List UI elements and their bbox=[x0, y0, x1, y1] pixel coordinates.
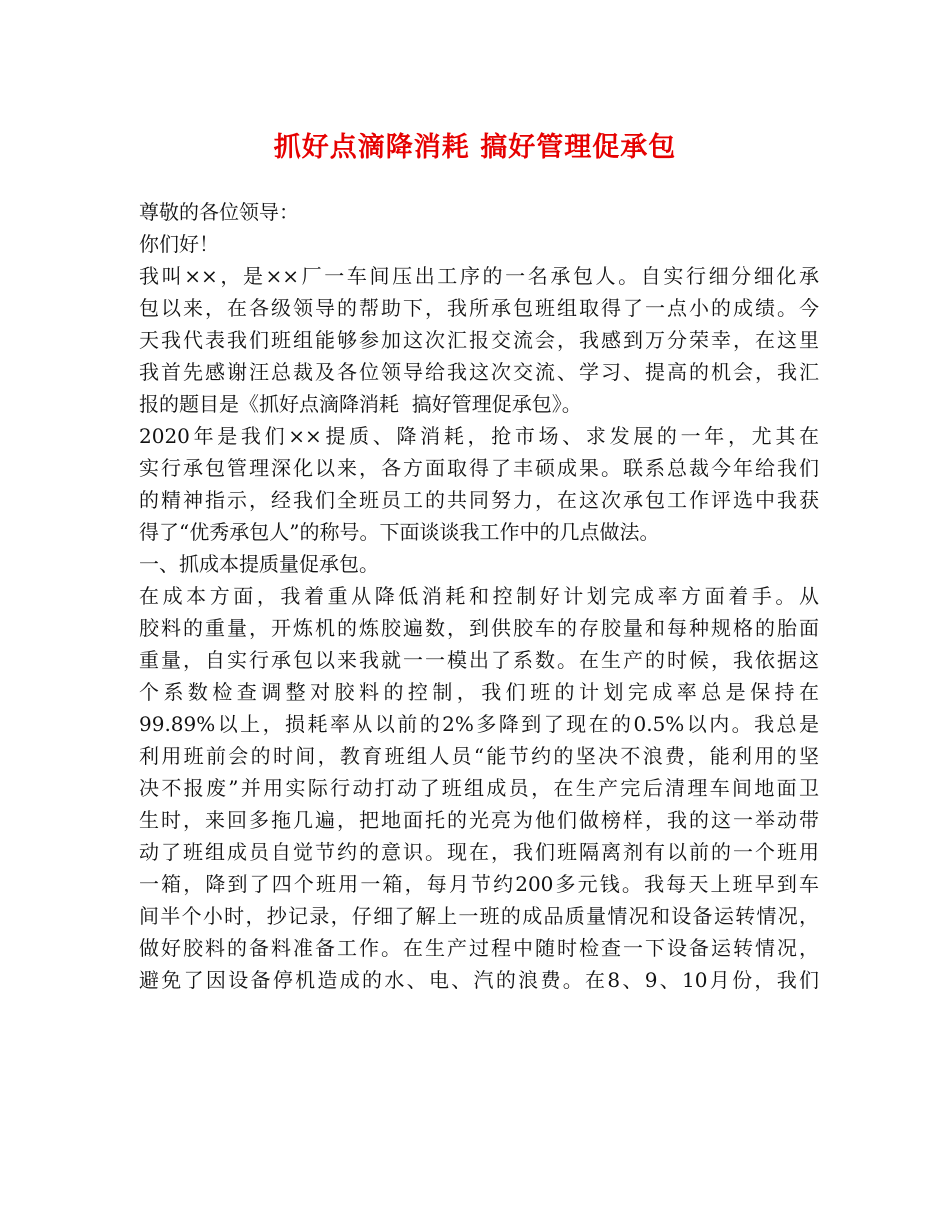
text-line: 间半个小时，抄记录，仔细了解上一班的成品质量情况和设备运转情况， bbox=[139, 904, 819, 928]
text-line: 个系数检查调整对胶料的控制，我们班的计划完成率总是保持在 bbox=[139, 680, 819, 704]
text-line: 生时，来回多拖几遍，把地面托的光亮为他们做榜样，我的这一举动带 bbox=[139, 808, 819, 832]
text-line: 一箱，降到了四个班用一箱，每月节约200多元钱。我每天上班早到车 bbox=[139, 872, 819, 896]
text-line: 动了班组成员自觉节约的意识。现在，我们班隔离剂有以前的一个班用 bbox=[139, 840, 819, 864]
text-line: 得了“优秀承包人”的称号。下面谈谈我工作中的几点做法。 bbox=[139, 520, 660, 544]
text-line: 天我代表我们班组能够参加这次汇报交流会，我感到万分荣幸，在这里 bbox=[139, 328, 819, 352]
text-line: 一、抓成本提质量促承包。 bbox=[139, 552, 379, 576]
text-line: 2020年是我们××提质、降消耗，抢市场、求发展的一年，尤其在 bbox=[139, 424, 819, 448]
text-line: 的精神指示，经我们全班员工的共同努力，在这次承包工作评选中我获 bbox=[139, 488, 819, 512]
text-line: 胶料的重量，开炼机的炼胶遍数，到供胶车的存胶量和每种规格的胎面 bbox=[139, 616, 819, 640]
text-line: 包以来，在各级领导的帮助下，我所承包班组取得了一点小的成绩。今 bbox=[139, 296, 819, 320]
text-line: 避免了因设备停机造成的水、电、汽的浪费。在8、9、10月份，我们 bbox=[139, 968, 819, 992]
text-line: 我首先感谢汪总裁及各位领导给我这次交流、学习、提高的机会，我汇 bbox=[139, 360, 819, 384]
document-title: 抓好点滴降消耗 搞好管理促承包 bbox=[273, 132, 677, 163]
text-line: 我叫××，是××厂一车间压出工序的一名承包人。自实行细分细化承 bbox=[139, 264, 819, 288]
text-line: 实行承包管理深化以来，各方面取得了丰硕成果。联系总裁今年给我们 bbox=[139, 456, 819, 480]
text-line: 你们好！ bbox=[139, 232, 219, 256]
text-line: 报的题目是《抓好点滴降消耗 搞好管理促承包》。 bbox=[139, 392, 582, 416]
text-line: 做好胶料的备料准备工作。在生产过程中随时检查一下设备运转情况， bbox=[139, 936, 819, 960]
text-line: 尊敬的各位领导： bbox=[139, 200, 299, 224]
text-line: 重量，自实行承包以来我就一一模出了系数。在生产的时候，我依据这 bbox=[139, 648, 819, 672]
text-line: 决不报废”并用实际行动打动了班组成员，在生产完后清理车间地面卫 bbox=[139, 776, 819, 800]
text-line: 99.89%以上，损耗率从以前的2%多降到了现在的0.5%以内。我总是 bbox=[139, 712, 819, 736]
text-line: 利用班前会的时间，教育班组人员“能节约的坚决不浪费，能利用的坚 bbox=[139, 744, 819, 768]
text-line: 在成本方面，我着重从降低消耗和控制好计划完成率方面着手。从 bbox=[139, 584, 819, 608]
document-body bbox=[139, 196, 819, 996]
